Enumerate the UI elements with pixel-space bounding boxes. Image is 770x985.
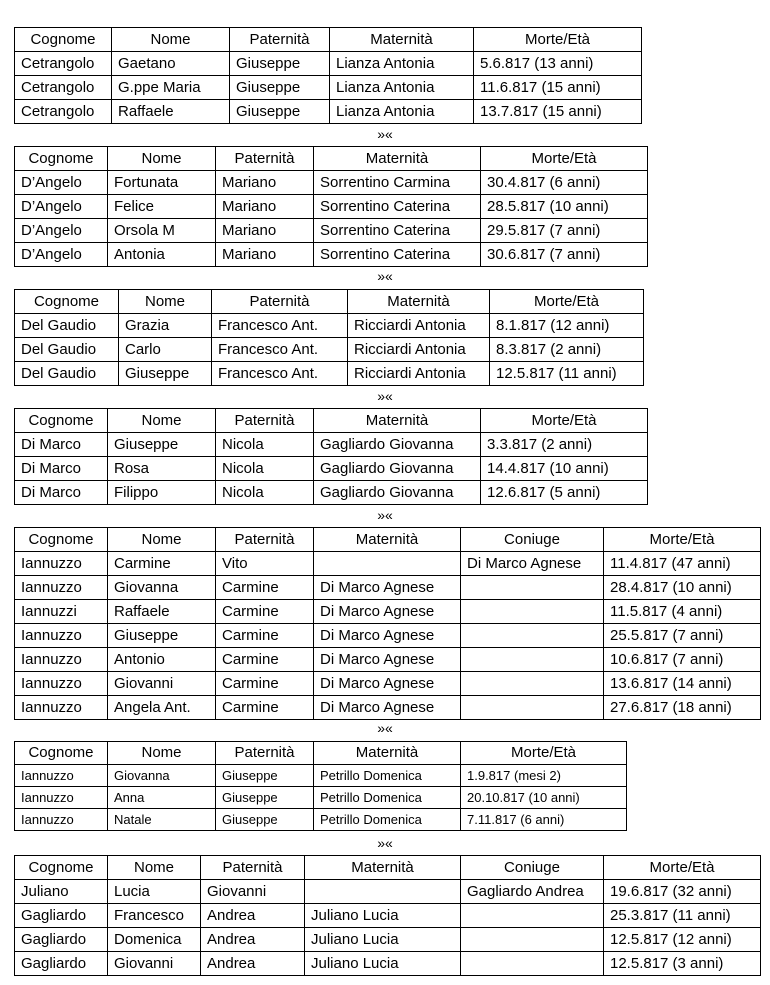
cell-coniuge xyxy=(461,600,604,624)
cell-nome: Anna xyxy=(108,787,216,809)
column-header-morte-eta: Morte/Età xyxy=(461,742,627,765)
cell-morte-eta: 13.6.817 (14 anni) xyxy=(604,672,761,696)
table-row xyxy=(15,52,642,76)
cell-maternita: Di Marco Agnese xyxy=(314,600,461,624)
cell-maternita: Gagliardo Giovanna xyxy=(314,481,481,505)
cell-paternita: Carmine xyxy=(216,648,314,672)
cell-maternita: Lianza Antonia xyxy=(330,52,474,76)
header-row xyxy=(15,28,642,52)
cell-cognome: Gagliardo xyxy=(15,928,108,952)
cell-maternita: Sorrentino Caterina xyxy=(314,243,481,267)
cell-cognome: D’Angelo xyxy=(15,195,108,219)
cell-paternita: Carmine xyxy=(216,576,314,600)
column-header-nome: Nome xyxy=(119,290,212,314)
cell-morte-eta: 1.9.817 (mesi 2) xyxy=(461,765,627,787)
section-separator: »« xyxy=(377,720,393,736)
column-header-cognome: Cognome xyxy=(15,147,108,171)
cell-morte-eta: 25.3.817 (11 anni) xyxy=(604,904,761,928)
column-header-nome: Nome xyxy=(108,856,201,880)
section-separator: »« xyxy=(377,268,393,284)
header-row xyxy=(15,409,648,433)
column-header-morte-eta: Morte/Età xyxy=(604,856,761,880)
cell-maternita: Di Marco Agnese xyxy=(314,648,461,672)
table-row xyxy=(15,338,644,362)
cell-cognome: Cetrangolo xyxy=(15,52,112,76)
column-header-maternita: Maternità xyxy=(305,856,461,880)
table-row xyxy=(15,928,761,952)
cell-paternita: Giovanni xyxy=(201,880,305,904)
cell-paternita: Mariano xyxy=(216,219,314,243)
cell-nome: Rosa xyxy=(108,457,216,481)
cell-cognome: Del Gaudio xyxy=(15,338,119,362)
cell-paternita: Carmine xyxy=(216,624,314,648)
cell-coniuge xyxy=(461,928,604,952)
column-header-paternita: Paternità xyxy=(216,409,314,433)
cell-nome: Filippo xyxy=(108,481,216,505)
section-separator: »« xyxy=(377,388,393,404)
column-header-paternita: Paternità xyxy=(212,290,348,314)
cell-morte-eta: 5.6.817 (13 anni) xyxy=(474,52,642,76)
column-header-cognome: Cognome xyxy=(15,290,119,314)
cell-coniuge xyxy=(461,576,604,600)
cell-cognome: Di Marco xyxy=(15,433,108,457)
cell-cognome: Cetrangolo xyxy=(15,100,112,124)
cell-morte-eta: 10.6.817 (7 anni) xyxy=(604,648,761,672)
cell-coniuge xyxy=(461,648,604,672)
column-header-paternita: Paternità xyxy=(216,147,314,171)
cell-maternita: Ricciardi Antonia xyxy=(348,338,490,362)
cell-cognome: Iannuzzo xyxy=(15,672,108,696)
cell-morte-eta: 11.4.817 (47 anni) xyxy=(604,552,761,576)
register-table xyxy=(14,527,761,720)
table-row xyxy=(15,576,761,600)
table-row xyxy=(15,481,648,505)
cell-nome: G.ppe Maria xyxy=(112,76,230,100)
cell-maternita: Gagliardo Giovanna xyxy=(314,433,481,457)
cell-coniuge xyxy=(461,904,604,928)
column-header-maternita: Maternità xyxy=(314,409,481,433)
section-separator: »« xyxy=(377,835,393,851)
cell-cognome: D’Angelo xyxy=(15,171,108,195)
cell-coniuge xyxy=(461,696,604,720)
column-header-maternita: Maternità xyxy=(314,528,461,552)
table-row xyxy=(15,672,761,696)
cell-morte-eta: 28.5.817 (10 anni) xyxy=(481,195,648,219)
cell-cognome: Iannuzzo xyxy=(15,648,108,672)
cell-paternita: Carmine xyxy=(216,672,314,696)
column-header-maternita: Maternità xyxy=(348,290,490,314)
cell-cognome: Iannuzzo xyxy=(15,696,108,720)
cell-morte-eta: 27.6.817 (18 anni) xyxy=(604,696,761,720)
column-header-maternita: Maternità xyxy=(314,147,481,171)
cell-maternita: Juliano Lucia xyxy=(305,904,461,928)
cell-paternita: Carmine xyxy=(216,600,314,624)
cell-morte-eta: 29.5.817 (7 anni) xyxy=(481,219,648,243)
cell-paternita: Giuseppe xyxy=(216,787,314,809)
table-row xyxy=(15,787,627,809)
cell-cognome: Gagliardo xyxy=(15,904,108,928)
cell-nome: Giovanni xyxy=(108,672,216,696)
column-header-coniuge: Coniuge xyxy=(461,856,604,880)
table-row xyxy=(15,624,761,648)
cell-nome: Domenica xyxy=(108,928,201,952)
cell-morte-eta: 11.5.817 (4 anni) xyxy=(604,600,761,624)
cell-nome: Carmine xyxy=(108,552,216,576)
column-header-maternita: Maternità xyxy=(330,28,474,52)
cell-morte-eta: 25.5.817 (7 anni) xyxy=(604,624,761,648)
table-row xyxy=(15,880,761,904)
cell-morte-eta: 11.6.817 (15 anni) xyxy=(474,76,642,100)
cell-maternita: Sorrentino Caterina xyxy=(314,219,481,243)
column-header-paternita: Paternità xyxy=(216,742,314,765)
cell-morte-eta: 12.5.817 (3 anni) xyxy=(604,952,761,976)
table-row xyxy=(15,314,644,338)
cell-coniuge: Gagliardo Andrea xyxy=(461,880,604,904)
cell-nome: Giovanna xyxy=(108,765,216,787)
cell-nome: Natale xyxy=(108,809,216,831)
column-header-paternita: Paternità xyxy=(230,28,330,52)
column-header-morte-eta: Morte/Età xyxy=(490,290,644,314)
table-row xyxy=(15,100,642,124)
cell-nome: Felice xyxy=(108,195,216,219)
cell-maternita: Di Marco Agnese xyxy=(314,672,461,696)
table-row xyxy=(15,171,648,195)
column-header-morte-eta: Morte/Età xyxy=(481,147,648,171)
cell-maternita: Petrillo Domenica xyxy=(314,787,461,809)
cell-paternita: Andrea xyxy=(201,904,305,928)
header-row xyxy=(15,742,627,765)
column-header-cognome: Cognome xyxy=(15,856,108,880)
cell-paternita: Giuseppe xyxy=(230,100,330,124)
column-header-cognome: Cognome xyxy=(15,28,112,52)
cell-maternita xyxy=(305,880,461,904)
cell-nome: Antonio xyxy=(108,648,216,672)
cell-cognome: Iannuzzo xyxy=(15,576,108,600)
cell-nome: Giuseppe xyxy=(119,362,212,386)
cell-nome: Antonia xyxy=(108,243,216,267)
cell-paternita: Giuseppe xyxy=(216,809,314,831)
register-table xyxy=(14,855,761,976)
column-header-coniuge: Coniuge xyxy=(461,528,604,552)
cell-maternita: Di Marco Agnese xyxy=(314,576,461,600)
cell-maternita: Petrillo Domenica xyxy=(314,809,461,831)
cell-nome: Francesco xyxy=(108,904,201,928)
cell-nome: Giuseppe xyxy=(108,624,216,648)
table-row xyxy=(15,219,648,243)
column-header-cognome: Cognome xyxy=(15,742,108,765)
cell-cognome: Di Marco xyxy=(15,457,108,481)
cell-paternita: Nicola xyxy=(216,433,314,457)
cell-maternita: Ricciardi Antonia xyxy=(348,314,490,338)
cell-morte-eta: 30.6.817 (7 anni) xyxy=(481,243,648,267)
cell-maternita: Di Marco Agnese xyxy=(314,696,461,720)
register-table xyxy=(14,27,642,124)
cell-cognome: Del Gaudio xyxy=(15,362,119,386)
table-row xyxy=(15,809,627,831)
cell-nome: Angela Ant. xyxy=(108,696,216,720)
cell-cognome: Iannuzzo xyxy=(15,624,108,648)
cell-morte-eta: 12.6.817 (5 anni) xyxy=(481,481,648,505)
cell-cognome: Iannuzzo xyxy=(15,765,108,787)
cell-morte-eta: 14.4.817 (10 anni) xyxy=(481,457,648,481)
cell-cognome: Cetrangolo xyxy=(15,76,112,100)
cell-morte-eta: 12.5.817 (12 anni) xyxy=(604,928,761,952)
cell-maternita: Sorrentino Caterina xyxy=(314,195,481,219)
table-row xyxy=(15,765,627,787)
cell-nome: Giuseppe xyxy=(108,433,216,457)
table-row xyxy=(15,433,648,457)
cell-paternita: Vito xyxy=(216,552,314,576)
header-row xyxy=(15,856,761,880)
cell-cognome: Iannuzzo xyxy=(15,787,108,809)
table-row xyxy=(15,904,761,928)
table-row xyxy=(15,600,761,624)
cell-maternita: Gagliardo Giovanna xyxy=(314,457,481,481)
header-row xyxy=(15,528,761,552)
cell-paternita: Francesco Ant. xyxy=(212,314,348,338)
cell-maternita: Sorrentino Carmina xyxy=(314,171,481,195)
table-row xyxy=(15,76,642,100)
cell-paternita: Giuseppe xyxy=(230,76,330,100)
cell-nome: Giovanna xyxy=(108,576,216,600)
cell-maternita xyxy=(314,552,461,576)
cell-nome: Giovanni xyxy=(108,952,201,976)
column-header-paternita: Paternità xyxy=(216,528,314,552)
table-row xyxy=(15,696,761,720)
cell-paternita: Nicola xyxy=(216,457,314,481)
cell-morte-eta: 20.10.817 (10 anni) xyxy=(461,787,627,809)
cell-morte-eta: 19.6.817 (32 anni) xyxy=(604,880,761,904)
cell-nome: Carlo xyxy=(119,338,212,362)
cell-morte-eta: 7.11.817 (6 anni) xyxy=(461,809,627,831)
cell-cognome: Di Marco xyxy=(15,481,108,505)
cell-nome: Gaetano xyxy=(112,52,230,76)
cell-cognome: Juliano xyxy=(15,880,108,904)
cell-paternita: Mariano xyxy=(216,171,314,195)
cell-nome: Raffaele xyxy=(112,100,230,124)
column-header-nome: Nome xyxy=(108,528,216,552)
header-row xyxy=(15,147,648,171)
register-table xyxy=(14,289,644,386)
table-row xyxy=(15,552,761,576)
column-header-nome: Nome xyxy=(108,409,216,433)
cell-paternita: Andrea xyxy=(201,928,305,952)
cell-morte-eta: 30.4.817 (6 anni) xyxy=(481,171,648,195)
column-header-maternita: Maternità xyxy=(314,742,461,765)
cell-paternita: Francesco Ant. xyxy=(212,338,348,362)
cell-nome: Raffaele xyxy=(108,600,216,624)
register-table xyxy=(14,146,648,267)
cell-coniuge xyxy=(461,952,604,976)
cell-paternita: Francesco Ant. xyxy=(212,362,348,386)
table-row xyxy=(15,648,761,672)
column-header-morte-eta: Morte/Età xyxy=(474,28,642,52)
cell-coniuge xyxy=(461,672,604,696)
cell-morte-eta: 3.3.817 (2 anni) xyxy=(481,433,648,457)
cell-cognome: Del Gaudio xyxy=(15,314,119,338)
section-separator: »« xyxy=(377,126,393,142)
cell-paternita: Mariano xyxy=(216,195,314,219)
cell-paternita: Mariano xyxy=(216,243,314,267)
register-table xyxy=(14,741,627,831)
cell-cognome: Gagliardo xyxy=(15,952,108,976)
column-header-morte-eta: Morte/Età xyxy=(604,528,761,552)
cell-coniuge: Di Marco Agnese xyxy=(461,552,604,576)
cell-maternita: Lianza Antonia xyxy=(330,76,474,100)
cell-morte-eta: 12.5.817 (11 anni) xyxy=(490,362,644,386)
cell-morte-eta: 8.1.817 (12 anni) xyxy=(490,314,644,338)
cell-maternita: Juliano Lucia xyxy=(305,928,461,952)
column-header-morte-eta: Morte/Età xyxy=(481,409,648,433)
cell-maternita: Ricciardi Antonia xyxy=(348,362,490,386)
cell-cognome: D’Angelo xyxy=(15,219,108,243)
column-header-nome: Nome xyxy=(108,742,216,765)
table-row xyxy=(15,362,644,386)
cell-cognome: Iannuzzi xyxy=(15,600,108,624)
column-header-nome: Nome xyxy=(108,147,216,171)
cell-cognome: Iannuzzo xyxy=(15,809,108,831)
cell-maternita: Di Marco Agnese xyxy=(314,624,461,648)
cell-paternita: Carmine xyxy=(216,696,314,720)
column-header-paternita: Paternità xyxy=(201,856,305,880)
cell-coniuge xyxy=(461,624,604,648)
column-header-cognome: Cognome xyxy=(15,409,108,433)
cell-nome: Lucia xyxy=(108,880,201,904)
cell-maternita: Juliano Lucia xyxy=(305,952,461,976)
cell-morte-eta: 8.3.817 (2 anni) xyxy=(490,338,644,362)
column-header-nome: Nome xyxy=(112,28,230,52)
column-header-cognome: Cognome xyxy=(15,528,108,552)
section-separator: »« xyxy=(377,507,393,523)
cell-paternita: Giuseppe xyxy=(230,52,330,76)
table-row xyxy=(15,243,648,267)
cell-maternita: Petrillo Domenica xyxy=(314,765,461,787)
cell-cognome: D’Angelo xyxy=(15,243,108,267)
table-row xyxy=(15,952,761,976)
cell-nome: Orsola M xyxy=(108,219,216,243)
cell-nome: Grazia xyxy=(119,314,212,338)
cell-paternita: Andrea xyxy=(201,952,305,976)
table-row xyxy=(15,195,648,219)
header-row xyxy=(15,290,644,314)
cell-nome: Fortunata xyxy=(108,171,216,195)
cell-paternita: Nicola xyxy=(216,481,314,505)
cell-morte-eta: 28.4.817 (10 anni) xyxy=(604,576,761,600)
cell-paternita: Giuseppe xyxy=(216,765,314,787)
cell-maternita: Lianza Antonia xyxy=(330,100,474,124)
cell-morte-eta: 13.7.817 (15 anni) xyxy=(474,100,642,124)
register-table xyxy=(14,408,648,505)
table-row xyxy=(15,457,648,481)
cell-cognome: Iannuzzo xyxy=(15,552,108,576)
